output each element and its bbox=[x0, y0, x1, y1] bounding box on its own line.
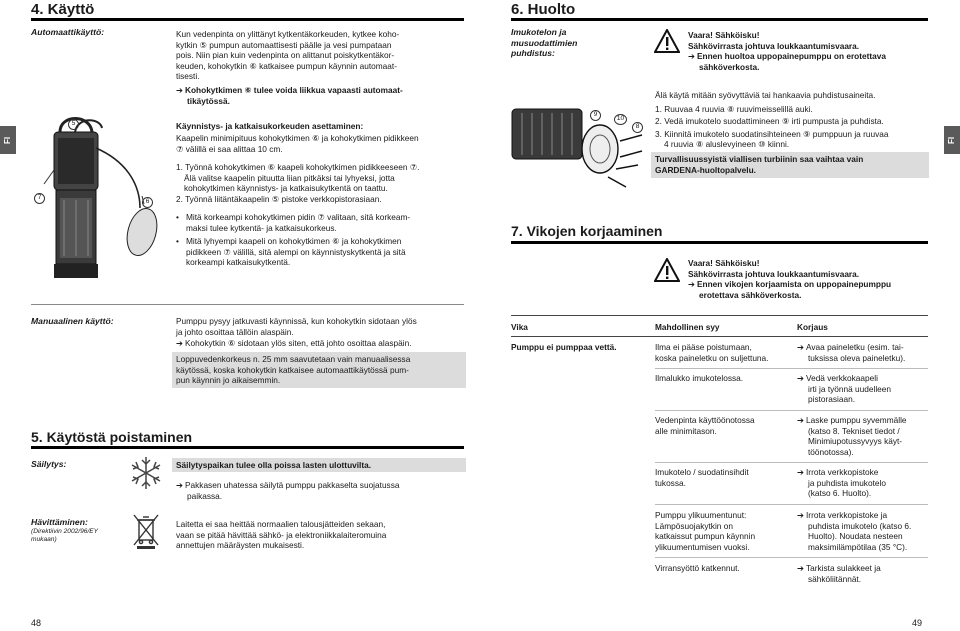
table-header-fault: Vika bbox=[511, 322, 528, 332]
language-tab-left: FI bbox=[0, 126, 16, 154]
page-number-left: 48 bbox=[31, 618, 42, 628]
callout-8: 8 bbox=[632, 122, 643, 133]
heading-rule bbox=[31, 446, 464, 449]
warning-icon bbox=[654, 29, 680, 53]
callout-10: 10 bbox=[614, 114, 627, 125]
auto-label: Automaattikäyttö: bbox=[31, 27, 105, 37]
arrow-icon: ➔ bbox=[176, 480, 183, 490]
dispose-sublabel: (Direktiivin 2002/96/EY mukaan) bbox=[31, 528, 99, 543]
start-paragraph: Kaapelin minimipituus kohokytkimen ⑥ ja kohokytkimen pidikkeen ⑦ välillä ei saa alittaa 10 cm. bbox=[176, 133, 419, 154]
table-header-rule bbox=[511, 336, 928, 337]
heading-rule bbox=[31, 18, 464, 21]
start-heading: Käynnistys- ja katkaisukorkeuden asettaminen: bbox=[176, 121, 364, 131]
page-number-right: 49 bbox=[912, 618, 923, 628]
clean-text: Älä käytä mitään syövyttäviä tai hankaavia puhdistusaineita. 1. Ruuvaa 4 ruuvia ⑧ ruuvimeisselillä auki. 2. Vedä imukotelo suodattimineen ⑨ irti pumpusta ja puhdista. 3. Kiinnitä imukotelo suodatinsihteineen ⑨ pumppuun ja ruuvaa 4 ruuvia ⑧ aluslevyineen ⑩ kiinni. bbox=[655, 90, 889, 149]
dispose-label: Hävittäminen: bbox=[31, 517, 88, 527]
filter-figure bbox=[508, 95, 650, 195]
bullet-1: • Mitä korkeampi kohokytkimen pidin ⑦ valitaan, sitä korkeam- maksi tulee kytkentä- ja katkaisukorkeus. bbox=[176, 212, 411, 233]
bullets-list bbox=[176, 212, 468, 268]
callout-9: 9 bbox=[590, 110, 601, 121]
section-5-heading: 5. Käytöstä poistaminen bbox=[31, 429, 193, 445]
heading-rule bbox=[511, 18, 928, 21]
row-rule bbox=[655, 462, 928, 463]
heading-rule bbox=[511, 241, 928, 244]
weee-bin-icon bbox=[130, 512, 162, 550]
arrow-icon: ➔ bbox=[176, 85, 183, 95]
table-fault-cell: Pumppu ei pumppaa vettä. bbox=[511, 342, 617, 352]
arrow-icon: ➔ bbox=[176, 338, 183, 348]
manual-paragraph: Pumppu pysyy jatkuvasti käynnissä, kun kohokytkin sidotaan ylös ja johto osoittaa tällöin alaspäin. ➔ Kohokytkin ⑥ sidotaan ylös siten, että johto osoittaa alaspäin. bbox=[176, 316, 417, 348]
step-2: 2. Työnnä liitäntäkaapelin ⑤ pistoke verkkopistorasiaan. bbox=[176, 193, 382, 204]
storage-box: Säilytyspaikan tulee olla poissa lasten ulottuvilta. bbox=[172, 458, 466, 472]
warning-block-2: Vaara! Sähköisku! Sähkövirrasta johtuva loukkaantumisvaara. ➔ Ennen vikojen korjaamista on uppopainepumppu erotettava sähköverkosta. bbox=[688, 258, 892, 300]
divider bbox=[31, 304, 464, 305]
manual-label: Manuaalinen käyttö: bbox=[31, 316, 114, 326]
callout-7: 7 bbox=[34, 193, 45, 204]
filter-label: Imukotelon ja musuodattimien puhdistus: bbox=[511, 27, 578, 58]
warning-block-1: Vaara! Sähköisku! Sähkövirrasta johtuva loukkaantumisvaara. ➔ Ennen huoltoa uppopainepumppu on erotettava sähköverkosta. bbox=[688, 30, 886, 72]
callout-6: 6 bbox=[142, 197, 153, 208]
bullet-2: • Mitä lyhyempi kaapeli on kohokytkimen ⑥ ja kohokytkimen pidikkeen ⑦ välillä, sitä alempi on käynnistyskytkentä ja sitä korkeampi katkaisukytkentä. bbox=[176, 236, 406, 267]
storage-label: Säilytys: bbox=[31, 459, 67, 469]
turbine-note-box: Turvallisuussyistä viallisen turbiinin saa vaihtaa vain GARDENA-huoltopalvelu. bbox=[651, 152, 929, 178]
snowflake-icon bbox=[128, 455, 164, 491]
steps-list bbox=[176, 162, 468, 204]
row-rule bbox=[655, 410, 928, 411]
arrow-icon: ➔ bbox=[688, 279, 695, 289]
warning-icon bbox=[654, 258, 680, 282]
table-header-fix: Korjaus bbox=[797, 322, 828, 332]
pump-figure bbox=[30, 108, 170, 296]
table-header-cause: Mahdollinen syy bbox=[655, 322, 720, 332]
table-top-rule bbox=[511, 315, 928, 316]
page-heading-kaytto: 4. Käyttö bbox=[31, 1, 95, 18]
arrow-icon: ➔ bbox=[688, 51, 695, 61]
language-tab-right: FI bbox=[944, 126, 960, 154]
section-7-heading: 7. Vikojen korjaaminen bbox=[511, 223, 663, 239]
row-rule bbox=[655, 557, 928, 558]
dispose-paragraph: Laitetta ei saa heittää normaalien talousjätteiden sekaan, vaan se pitää hävittää sähkö- ja elektroniikkalaiteromuina annettujen määräysten mukaisesti. bbox=[176, 519, 387, 550]
row-rule bbox=[655, 504, 928, 505]
step-1: 1. Työnnä kohokytkimen ⑥ kaapeli kohokytkimen pidikkeeseen ⑦. Älä valitse kaapelin pituutta liian pitkäksi tai lyhyeksi, jotta kohokytkimen käynnistys- ja katkaisukytkentä on taattu. bbox=[176, 162, 420, 193]
auto-note: ➔ Kohokytkimen ⑥ tulee voida liikkua vapaasti automaat- tikäytössä. bbox=[176, 85, 403, 106]
manual-note-box: Loppuvedenkorkeus n. 25 mm saavutetaan vain manuaalisessa käytössä, koska kohokytkin katkaisee automaattikäytössä pum- pun käynnin jo aikaisemmin. bbox=[172, 352, 466, 388]
callout-5: 5 bbox=[68, 119, 79, 130]
page-heading-huolto: 6. Huolto bbox=[511, 1, 576, 18]
row-rule bbox=[655, 368, 928, 369]
auto-paragraph: Kun vedenpinta on ylittänyt kytkentäkorkeuden, kytkee koho- kytkin ⑤ pumpun automaattisesti päälle ja vesi pumpataan pois. Niin pian kuin vedenpinta on alittanut poiskytkentäkor- keuden, kohokytkin ⑥ katkaisee pumpun käynnin automaat- tisesti. bbox=[176, 29, 400, 81]
storage-note: ➔ Pakkasen uhatessa säilytä pumppu pakkaselta suojatussa paikassa. bbox=[176, 480, 400, 501]
